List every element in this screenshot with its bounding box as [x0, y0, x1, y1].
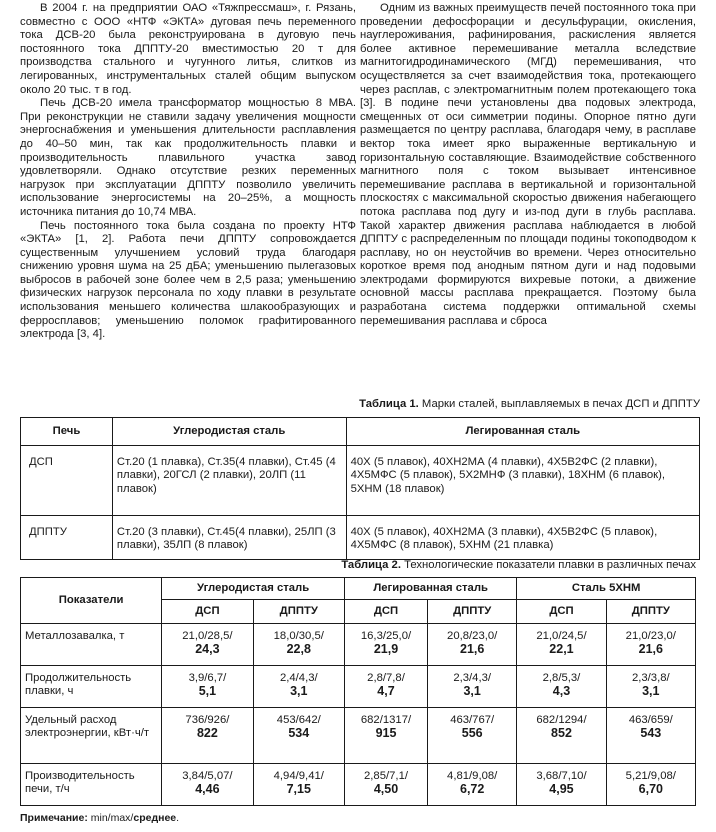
table2-cell: 682/1317/ 915: [344, 708, 427, 764]
table1-header-carbon: Углеродистая сталь: [112, 418, 346, 446]
note-text: min/max/: [87, 812, 134, 824]
table1-cell-furnace: ДППТУ: [21, 516, 113, 560]
table1-header-furnace: Печь: [21, 418, 113, 446]
article-paragraph: Одним из важных преимуществ печей постоянного тока при проведении дефосфорации и десульфурации, окисления, науглероживания, рафинирования, раскисления является более активное перемешивание металла вследствие магнитогидродинамического (МГД) перемешивания, что осуществляется за счет взаимодействия тока, протекающего через расплав, с электромагнитным полем протекающего тока [3]. В подине печи установлены два подовых электрода, смещенных от оси симметрии подины. Опорное пятно дуги размещается по центру расплава, благодаря чему, в расплаве вектор тока имеет ярко выраженные вертикальную и горизонтальную составляющие. Взаимодействие собственного магнитного поля с током вызывает интенсивное перемешивание расплава в вертикальной и горизонтальной плоскостях с максимальной скоростью движения набегающего потока расплава под дугу и из-под дуги в глубь расплава. Такой характер движения расплава наблюдается в любой ДППТУ с распределенным по площади подины токоподводом к расплаву, но он неустойчив во времени. Через относительно короткое время под анодным пятном дуги и над подовыми электродами формируются вихревые потоки, а движение основной массы расплава прекращается. Поэтому была разработана система поддержки оптимальной схемы перемешивания расплава и сброса: [360, 2, 696, 327]
note-label: Примечание:: [20, 812, 88, 824]
table2-cell: 682/1294/ 852: [517, 708, 606, 764]
table2-cell: 4,94/9,41/ 7,15: [253, 764, 344, 806]
table2-row-label: Производительность печи, т/ч: [21, 764, 162, 806]
article-left-column: [20, 2, 356, 342]
table1-caption-label: Таблица 1.: [359, 398, 419, 410]
table2-cell: 21,0/28,5/ 24,3: [162, 624, 253, 666]
article-paragraph: Печь постоянного тока была создана по проекту НТФ «ЭКТА» [1, 2]. Работа печи ДППТУ сопровождается существенным улучшением условий труда благодаря снижению уровня шума на 25 дБА; уменьшению пылегазовых выбросов в рабочей зоне более чем в 2,5 раза; уменьшению физических нагрузок персонала по ходу плавки в результате использования меньшего количества шлакообразующих и ферросплавов; уменьшению поломок графитированного электрода [3, 4].: [20, 219, 356, 341]
table1-cell-furnace: ДСП: [21, 446, 113, 516]
table2-cell: 2,8/7,8/ 4,7: [344, 666, 427, 708]
table2-caption-text: Технологические показатели плавки в различных печах: [400, 559, 696, 571]
table2-group-carbon: Углеродистая сталь: [162, 578, 345, 600]
article-right-column: [360, 2, 696, 328]
table2-cell: 2,85/7,1/ 4,50: [344, 764, 427, 806]
table2-caption: [341, 558, 696, 572]
table2-row-label: Удельный расход электроэнергии, кВт·ч/т: [21, 708, 162, 764]
table-row: [21, 666, 696, 708]
table1-cell-carbon: Ст.20 (3 плавки), Ст.45(4 плавки), 25ЛП (3 плавки), 35ЛП (8 плавок): [112, 516, 346, 560]
table1-caption-text: Марки сталей, выплавляемых в печах ДСП и ДППТУ: [418, 398, 700, 410]
table2-cell: 453/642/ 534: [253, 708, 344, 764]
table-row: [21, 624, 696, 666]
table2-subheader: ДСП: [517, 600, 606, 624]
table1-header-alloy: Легированная сталь: [346, 418, 699, 446]
table2-cell: 21,0/23,0/ 21,6: [606, 624, 695, 666]
table2-cell: 3,84/5,07/ 4,46: [162, 764, 253, 806]
table2-cell: 16,3/25,0/ 21,9: [344, 624, 427, 666]
table2-cell: 5,21/9,08/ 6,70: [606, 764, 695, 806]
table-row: [21, 446, 700, 516]
table2: [20, 577, 696, 806]
table2-cell: 2,8/5,3/ 4,3: [517, 666, 606, 708]
table2-cell: 736/926/ 822: [162, 708, 253, 764]
table2-subheader: ДППТУ: [428, 600, 517, 624]
table1-cell-alloy: 40Х (5 плавок), 40ХН2МА (4 плавки), 4Х5В2ФС (2 плавки), 4Х5МФС (5 плавок), 5Х2МНФ (3 плавки), 18ХНМ (6 плавок), 5ХНМ (18 плавок): [346, 446, 699, 516]
table2-cell: 2,3/4,3/ 3,1: [428, 666, 517, 708]
article-paragraph: Печь ДСВ-20 имела трансформатор мощностью 8 МВА. При реконструкции не ставили задачу увеличения мощности энергоснабжения и уменьшения длительности расплавления до 40–50 мин, так как продолжительность плавки и производительность плавильного участка завод удовлетворяли. Однако отсутствие резких переменных нагрузок при эксплуатации ДППТУ позволило увеличить использование энергосистемы на 20–25%, а мощность источника питания до 10,74 МВА.: [20, 97, 356, 218]
table2-cell: 463/659/ 543: [606, 708, 695, 764]
table2-row-label: Продолжительность плавки, ч: [21, 666, 162, 708]
table-row: [21, 764, 696, 806]
table2-subheader: ДППТУ: [253, 600, 344, 624]
note-tail: .: [176, 812, 180, 824]
table2-group-alloy: Легированная сталь: [344, 578, 516, 600]
table2-row-label: Металлозавалка, т: [21, 624, 162, 666]
table2-cell: 2,3/3,8/ 3,1: [606, 666, 695, 708]
table2-cell: 2,4/4,3/ 3,1: [253, 666, 344, 708]
table-row: [21, 708, 696, 764]
table2-caption-label: Таблица 2.: [341, 559, 401, 571]
table2-cell: 463/767/ 556: [428, 708, 517, 764]
table2-cell: 21,0/24,5/ 22,1: [517, 624, 606, 666]
table2-cell: 20,8/23,0/ 21,6: [428, 624, 517, 666]
note-text-bold: среднее: [133, 812, 177, 824]
table1: [20, 417, 700, 560]
table1-cell-alloy: 40Х (5 плавок), 40ХН2МА (3 плавки), 4Х5В2ФС (5 плавок), 4Х5МФС (8 плавок), 5ХНМ (21 плавка): [346, 516, 699, 560]
table2-cell: 3,68/7,10/ 4,95: [517, 764, 606, 806]
table2-subheader: ДСП: [344, 600, 427, 624]
table2-header-indicator: Показатели: [21, 578, 162, 624]
table2-cell: 18,0/30,5/ 22,8: [253, 624, 344, 666]
table2-subheader: ДСП: [162, 600, 253, 624]
table2-group-5hnm: Сталь 5ХНМ: [517, 578, 696, 600]
article-paragraph: В 2004 г. на предприятии ОАО «Тяжпрессмаш», г. Рязань, совместно с ООО «НТФ «ЭКТА» дуговая печь переменного тока ДСВ-20 была реконструирована в дуговую печь постоянного тока ДППТУ-20 вместимостью 20 т для производства стального и чугунного литья, слитков из легированных, инструментальных сталей общим выпуском около 20 тыс. т в год.: [20, 2, 356, 96]
table2-cell: 3,9/6,7/ 5,1: [162, 666, 253, 708]
table1-caption: [359, 397, 700, 411]
table2-note: [20, 812, 179, 825]
table2-subheader: ДППТУ: [606, 600, 695, 624]
table2-cell: 4,81/9,08/ 6,72: [428, 764, 517, 806]
table-row: [21, 516, 700, 560]
table1-cell-carbon: Ст.20 (1 плавка), Ст.35(4 плавки), Ст.45 (4 плавки), 20ГСЛ (2 плавки), 20ЛП (11 плавок): [112, 446, 346, 516]
